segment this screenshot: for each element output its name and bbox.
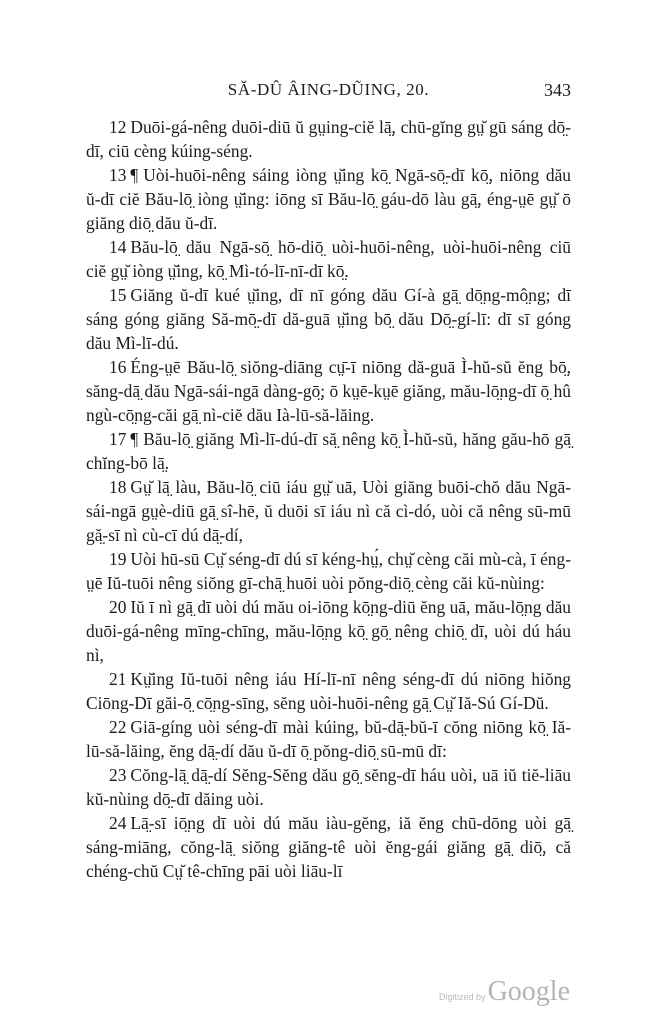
verse-paragraph — [86, 547, 571, 595]
verse-paragraph — [86, 115, 571, 163]
verse-text: Cŏng-lā̤ dā̤-dí Sĕng-Sĕng dău gō̤ sĕng-dī háu uòi, uā iŭ tiĕ-liāu kŭ-nùing dō̤-dī dăing uòi. — [86, 765, 571, 809]
watermark-prefix: Digitized by — [439, 992, 486, 1002]
verse-number: 23 — [109, 765, 127, 785]
running-header — [86, 80, 571, 106]
verse-number: 13 — [109, 165, 127, 185]
verse-number: 19 — [109, 549, 127, 569]
verse-number: 16 — [109, 357, 127, 377]
verse-paragraph — [86, 811, 571, 883]
verse-number: 14 — [109, 237, 127, 257]
verse-number: 17 — [109, 429, 127, 449]
verse-text: Uòi hū-sū Cṳ̆ séng-dī dú sī kéng-hṳ́, chṳ̆ cèng căi mù-cà, ī éng-ṳē Iŭ-tuōi nêng siŏng gī-chā̤ huōi uòi pŏng-diō̤ cèng căi kŭ-nùing: — [86, 549, 571, 593]
verse-paragraph — [86, 595, 571, 667]
running-title: SĂ-DÛ ÂING-DŨING, 20. — [227, 80, 430, 99]
verse-paragraph — [86, 355, 571, 427]
verse-number: 15 — [109, 285, 127, 305]
verse-number: 12 — [109, 117, 127, 137]
verse-text: Kṳ̆ing Iŭ-tuōi nêng iáu Hí-lī-nī nêng séng-dī dú niōng hiŏng Ciōng-Dī găi-ō̤ cō̤ng-sīng, sĕng uòi-huōi-nêng gā̤ Cṳ̆ Iă-Sú Gí-Dŭ. — [86, 669, 571, 713]
verse-paragraph — [86, 715, 571, 763]
verse-text: Iŭ ī nì gā̤ dī uòi dú mău oi-iōng kō̤ng-diū ĕng uā, mău-lō̤ng dău duōi-gá-nêng mīng-chīng, mău-lō̤ng kō̤ gō̤ nêng chiō̤ dī, uòi dú háu nì, — [86, 597, 571, 665]
verse-paragraph — [86, 475, 571, 547]
verse-number: 22 — [109, 717, 127, 737]
verse-text: Gṳ̆ lā̤ làu, Bău-lō̤ ciū iáu gṳ̆ uā, Uòi giăng buōi-chŏ dău Ngā-sái-ngā gṳè-diū gā̤ sî-hē, ŭ duōi sī iáu nì că cì-dó, uòi că nêng sū-mū gă̤-sī nì cù-cī dú dā̤-dí, — [86, 477, 571, 545]
verse-text: Duōi-gá-nêng duōi-diū ŭ gṳing-ciĕ lā̤, chū-gĭng gṳ̆ gū sáng dō̤-dī, ciū cèng kúing-séng. — [86, 117, 571, 161]
verse-paragraph — [86, 667, 571, 715]
verse-number: 24 — [109, 813, 127, 833]
verse-text: Giăng ŭ-dī kué ṳ̆ing, dī nī góng dău Gí-à gā̤ dō̤ng-mô̤ng; dī sáng góng giăng Să-mō̤-dī dă-guā ṳ̆ing bō̤ dău Dō̤-gí-lī: dī sī góng dău Mì-lī-dú. — [86, 285, 571, 353]
verse-paragraph — [86, 763, 571, 811]
verse-text: Éng-ṳē Bău-lō̤ siŏng-diāng cṳ̄-ī niōng dă-guā Ì-hŭ-sŭ ĕng bō̤, săng-dā̤ dău Ngā-sái-ngā dàng-gō̤; ō kṳē-kṳē giăng, mău-lō̤ng-dī ō̤ hû ngù-cō̤ng-căi gā̤ nì-ciĕ dău Ià-lū-să-lăing. — [86, 357, 571, 425]
pilcrow-icon: ¶ — [130, 165, 139, 185]
digitized-watermark — [439, 976, 570, 1008]
pilcrow-icon: ¶ — [130, 429, 139, 449]
verse-text: Uòi-huōi-nêng sáing iòng ṳ̆ing kō̤ Ngā-sō̤-dī kō̤, niōng dău ŭ-dī ciĕ Bău-lō̤ iòng ṳ̆ing: iōng sī Bău-lō̤ gáu-dō làu gā̤, éng-ṳē gṳ̆ ō giăng diō̤ dău ŭ-dī. — [86, 165, 571, 233]
verse-text: Bău-lō̤ dău Ngā-sō̤ hō-diō̤ uòi-huōi-nêng, uòi-huōi-nêng ciū ciĕ gṳ̆ iòng ṳ̆ing, kō̤ Mì-tó-lī-nī-dī kō̤. — [86, 237, 571, 281]
google-logo: Google — [487, 976, 570, 1007]
verse-paragraph — [86, 235, 571, 283]
verse-paragraph — [86, 427, 571, 475]
scripture-text — [86, 115, 571, 883]
verse-text: Lā̤-sī iō̤ng dī uòi dú mău iàu-gĕng, iă ĕng chū-dōng uòi gā̤ sáng-miāng, cŏng-lā̤ siŏng giăng-tê uòi ĕng-gái giăng gā̤ diō̤, că chéng-chŭ Cṳ̆ tê-chīng pāi uòi liāu-lī — [86, 813, 571, 881]
verse-paragraph — [86, 163, 571, 235]
verse-number: 18 — [109, 477, 127, 497]
verse-number: 20 — [109, 597, 127, 617]
verse-paragraph — [86, 283, 571, 355]
verse-text: Bău-lō̤ giăng Mì-lī-dú-dī să̤ nêng kō̤ Ì-hŭ-sŭ, hăng gău-hō gā̤ chĭng-bō lā̤. — [86, 429, 571, 473]
page-number: 343 — [544, 80, 571, 100]
verse-number: 21 — [109, 669, 127, 689]
verse-text: Giā-gíng uòi séng-dī mài kúing, bŭ-dā̤-bŭ-ī cŏng niōng kō̤ Iă-lū-să-lăing, ĕng dā̤-dí dău ŭ-dī ō̤ pŏng-diō̤ sū-mū dī: — [86, 717, 571, 761]
